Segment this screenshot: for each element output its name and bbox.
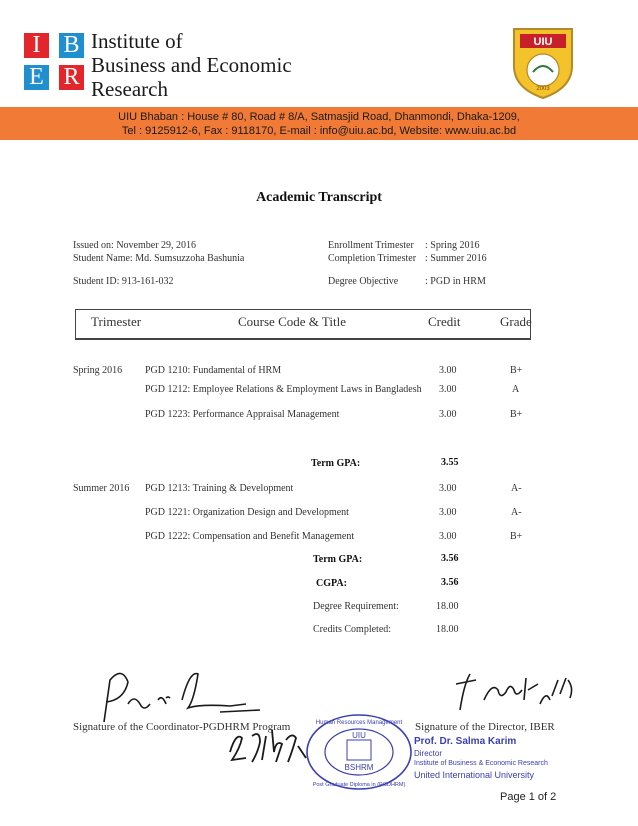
course-grade: A — [512, 384, 520, 395]
header-trimester: Trimester — [91, 314, 142, 329]
seal-center-bottom: BSHRM — [344, 763, 374, 772]
course-credit: 3.00 — [439, 531, 457, 542]
seal-ring-top: Human Resources Management — [315, 720, 403, 726]
term-gpa-label: Term GPA: — [311, 458, 361, 469]
logo-letter-b: B — [59, 33, 84, 58]
director-signature-label: Signature of the Director, IBER — [415, 721, 555, 733]
address-bar — [0, 107, 638, 140]
term-gpa-value: 3.55 — [441, 457, 459, 468]
program-seal — [304, 712, 414, 792]
crest-icon — [506, 26, 580, 101]
term-name: Spring 2016 — [73, 365, 123, 376]
term-name: Summer 2016 — [73, 483, 130, 494]
coordinator-signature — [70, 660, 270, 730]
course-grade: A- — [511, 483, 522, 494]
completion-label: Completion Trimester — [328, 253, 417, 264]
header-grade: Grade — [500, 314, 532, 329]
student-name: Student Name: Md. Sumsuzzoha Bashunia — [73, 253, 245, 264]
course-title: PGD 1223: Performance Appraisal Management — [145, 409, 340, 420]
course-grade: B+ — [510, 409, 523, 420]
document-title: Academic Transcript — [256, 190, 382, 205]
course-credit: 3.00 — [439, 409, 457, 420]
director-name: Prof. Dr. Salma Karim — [414, 736, 517, 747]
student-id: Student ID: 913-161-032 — [73, 276, 174, 287]
crest-top-text: UIU — [533, 36, 553, 48]
seal-ring-bottom: Post Graduate Diploma in (PGDHRM) — [312, 782, 406, 788]
institute-name-line1: Institute of — [91, 29, 183, 53]
seal-center-top: UIU — [352, 731, 366, 740]
coordinator-date-handwriting — [226, 722, 308, 768]
logo-letter-r: R — [59, 65, 84, 90]
director-institute: Institute of Business & Economic Research — [414, 760, 548, 767]
course-title: PGD 1221: Organization Design and Development — [145, 507, 349, 518]
course-title: PGD 1213: Training & Development — [145, 483, 294, 494]
course-grade: A- — [511, 507, 522, 518]
course-credit: 3.00 — [439, 483, 457, 494]
director-signature — [440, 660, 580, 720]
institute-name-line3: Research — [91, 77, 168, 101]
institute-name-line2: Business and Economic — [91, 53, 292, 77]
enrollment-value: : Spring 2016 — [425, 240, 480, 251]
header-credit: Credit — [428, 314, 461, 329]
course-credit: 3.00 — [439, 365, 457, 376]
logo-letter-i: I — [24, 33, 49, 58]
address-line-1: UIU Bhaban : House # 80, Road # 8/A, Satmasjid Road, Dhanmondi, Dhaka-1209, — [118, 111, 520, 123]
term-gpa-label: Term GPA: — [313, 554, 363, 565]
course-title: PGD 1212: Employee Relations & Employment Laws in Bangladesh — [145, 384, 422, 395]
director-title: Director — [414, 749, 443, 758]
degree-requirement-label: Degree Requirement: — [313, 601, 399, 612]
degree-objective-label: Degree Objective — [328, 276, 399, 287]
course-grade: B+ — [510, 531, 523, 542]
logo-letter-e: E — [24, 65, 49, 90]
crest-year-text: 2003 — [536, 86, 550, 92]
cgpa-label: CGPA: — [316, 578, 347, 589]
page-number: Page 1 of 2 — [500, 791, 557, 803]
course-credit: 3.00 — [439, 507, 457, 518]
address-line-2: Tel : 9125912-6, Fax : 9118170, E-mail : info@uiu.ac.bd, Website: www.uiu.ac.bd — [121, 125, 517, 137]
term-gpa-value: 3.56 — [441, 553, 459, 564]
course-credit: 3.00 — [439, 384, 457, 395]
header-course: Course Code & Title — [238, 314, 346, 329]
course-title: PGD 1222: Compensation and Benefit Management — [145, 531, 355, 542]
degree-requirement-value: 18.00 — [436, 601, 459, 612]
completion-value: : Summer 2016 — [425, 253, 487, 264]
credits-completed-label: Credits Completed: — [313, 624, 392, 635]
director-university: United International University — [414, 770, 535, 780]
coordinator-signature-label: Signature of the Coordinator-PGDHRM Program — [73, 721, 291, 733]
cgpa-value: 3.56 — [441, 577, 459, 588]
credits-completed-value: 18.00 — [436, 624, 459, 635]
course-grade: B+ — [510, 365, 523, 376]
degree-objective-value: : PGD in HRM — [425, 276, 486, 287]
course-title: PGD 1210: Fundamental of HRM — [145, 365, 282, 376]
university-crest — [506, 26, 580, 101]
enrollment-label: Enrollment Trimester — [328, 240, 414, 251]
issued-on: Issued on: November 29, 2016 — [73, 240, 197, 251]
